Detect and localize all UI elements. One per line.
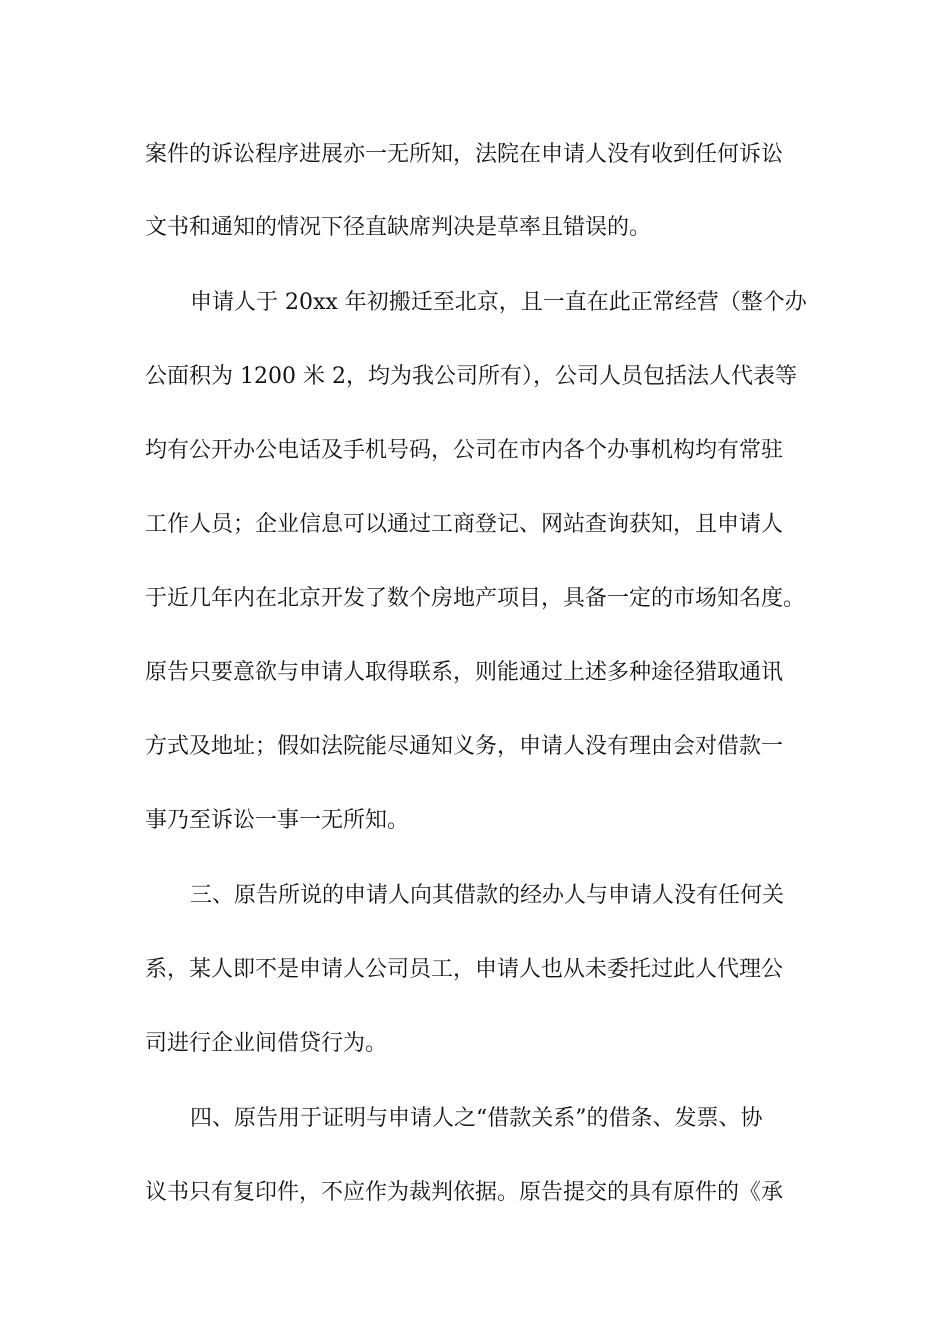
paragraph-line: 四、原告用于证明与申请人之“借款关系”的借条、发票、协 (190, 1106, 763, 1131)
paragraph-line: 方式及地址；假如法院能尽通知义务，申请人没有理由会对借款一 (145, 734, 784, 759)
paragraph-line: 文书和通知的情况下径直缺席判决是草率且错误的。 (145, 215, 652, 240)
paragraph-line: 案件的诉讼程序进展亦一无所知，法院在申请人没有收到任何诉讼 (145, 142, 784, 167)
paragraph-line: 公面积为 1200 米 2，均为我公司所有），公司人员包括法人代表等 (145, 364, 797, 389)
paragraph-line: 事乃至诉讼一事一无所知。 (145, 808, 410, 833)
paragraph-line: 工作人员；企业信息可以通过工商登记、网站查询获知，且申请人 (145, 512, 784, 537)
paragraph-line: 三、原告所说的申请人向其借款的经办人与申请人没有任何关 (190, 883, 785, 908)
paragraph-line: 申请人于 20xx 年初搬迁至北京，且一直在此正常经营（整个办 (190, 290, 807, 315)
paragraph-line: 议书只有复印件，不应作为裁判依据。原告提交的具有原件的《承 (145, 1180, 784, 1205)
paragraph-line: 司进行企业间借贷行为。 (145, 1031, 388, 1056)
paragraph-line: 原告只要意欲与申请人取得联系，则能通过上述多种途径猎取通讯 (145, 660, 784, 685)
paragraph-line: 均有公开办公电话及手机号码，公司在市内各个办事机构均有常驻 (145, 438, 784, 463)
paragraph-line: 系，某人即不是申请人公司员工，申请人也从未委托过此人代理公 (145, 957, 784, 982)
paragraph-line: 于近几年内在北京开发了数个房地产项目，具备一定的市场知名度。 (145, 586, 806, 611)
